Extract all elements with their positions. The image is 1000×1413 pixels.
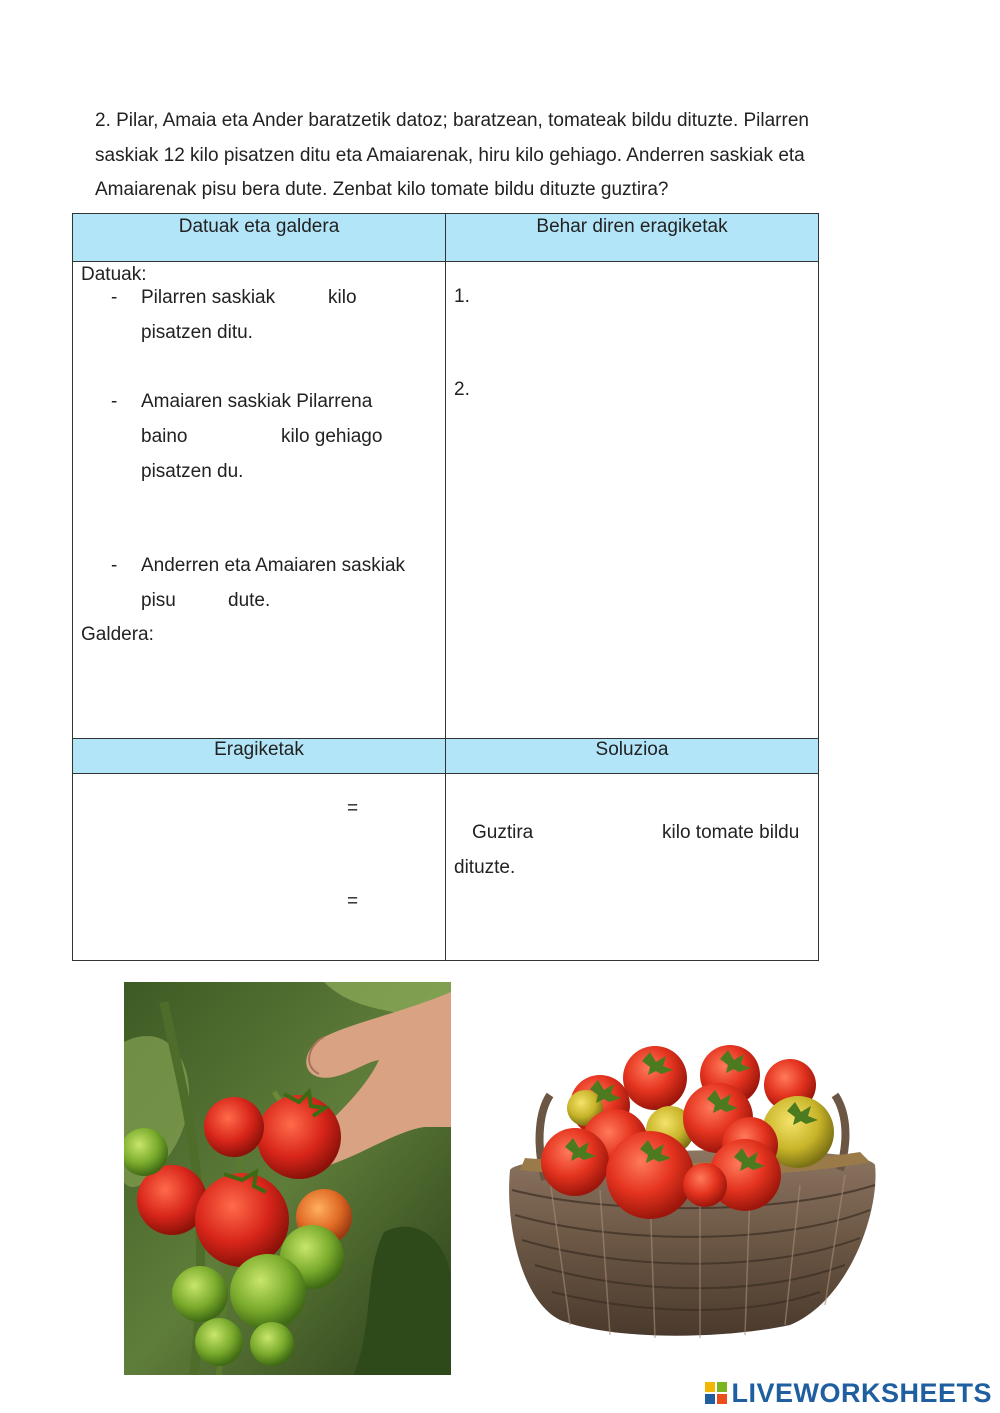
- problem-line-2: saskiak 12 kilo pisatzen ditu eta Amaiarenak, hiru kilo gehiago. Anderren saskiak eta: [95, 144, 805, 166]
- item1-text-a: Pilarren saskiak: [141, 287, 276, 308]
- tomato-vine-photo: [124, 982, 451, 1375]
- dash: -: [111, 555, 118, 576]
- operation-1-label: 1.: [454, 286, 470, 307]
- galdera-label: Galdera:: [81, 624, 154, 645]
- item1-text-c: pisatzen ditu.: [141, 322, 253, 343]
- item3-text-b: pisu: [141, 590, 176, 611]
- solution-text-c: dituzte.: [454, 857, 516, 878]
- item3-text-c: dute.: [228, 590, 271, 611]
- calc-1-result-input[interactable]: [363, 794, 433, 820]
- brand-name: LIVEWORKSHEETS: [731, 1378, 992, 1408]
- tomato-basket-photo: [490, 1040, 890, 1340]
- equals-sign: =: [347, 798, 359, 819]
- equals-sign: =: [347, 891, 359, 912]
- dash: -: [111, 287, 118, 308]
- operations-needed-cell: [446, 262, 819, 739]
- liveworksheets-logo[interactable]: [705, 1378, 992, 1409]
- operations-cell: [73, 774, 446, 961]
- calc-2-input[interactable]: [83, 887, 333, 913]
- question-input[interactable]: [81, 654, 431, 714]
- item2-text-b: baino: [141, 426, 188, 447]
- header-data-question: Datuak eta galdera: [73, 214, 446, 262]
- solution-text-b: kilo tomate bildu: [662, 822, 800, 843]
- data-question-cell: [73, 262, 446, 739]
- weight-compare-input[interactable]: [183, 587, 223, 613]
- pilar-kilo-input[interactable]: [285, 284, 325, 310]
- item2-text-d: pisatzen du.: [141, 461, 244, 482]
- problem-line-1: 2. Pilar, Amaia eta Ander baratzetik datoz; baratzean, tomateak bildu dituzte. Pilarren: [95, 110, 809, 131]
- solution-text-a: Guztira: [472, 822, 534, 843]
- worksheet-table: [72, 213, 819, 961]
- calc-2-result-input[interactable]: [363, 887, 433, 913]
- item3-text-a: Anderren eta Amaiaren saskiak: [141, 555, 406, 576]
- brand-logo-icon: [705, 1382, 727, 1404]
- header-operations: Eragiketak: [73, 739, 446, 774]
- dash: -: [111, 391, 118, 412]
- problem-statement: [95, 104, 875, 208]
- operation-2-label: 2.: [454, 379, 470, 400]
- calc-1-input[interactable]: [83, 794, 333, 820]
- item2-text-a: Amaiaren saskiak Pilarrena: [141, 391, 373, 412]
- amaia-extra-kilo-input[interactable]: [198, 423, 278, 449]
- solution-cell: [446, 774, 819, 961]
- problem-line-3: Amaiarenak pisu bera dute. Zenbat kilo tomate bildu dituzte guztira?: [95, 179, 669, 200]
- header-solution: Soluzioa: [446, 739, 819, 774]
- total-kilo-input[interactable]: [551, 819, 651, 845]
- item2-text-c: kilo gehiago: [281, 426, 383, 447]
- header-operations-needed: Behar diren eragiketak: [446, 214, 819, 262]
- item1-text-b: kilo: [328, 287, 357, 308]
- operation-1-input[interactable]: [481, 282, 801, 342]
- operation-2-input[interactable]: [481, 375, 801, 435]
- datuak-label: Datuak:: [81, 264, 147, 285]
